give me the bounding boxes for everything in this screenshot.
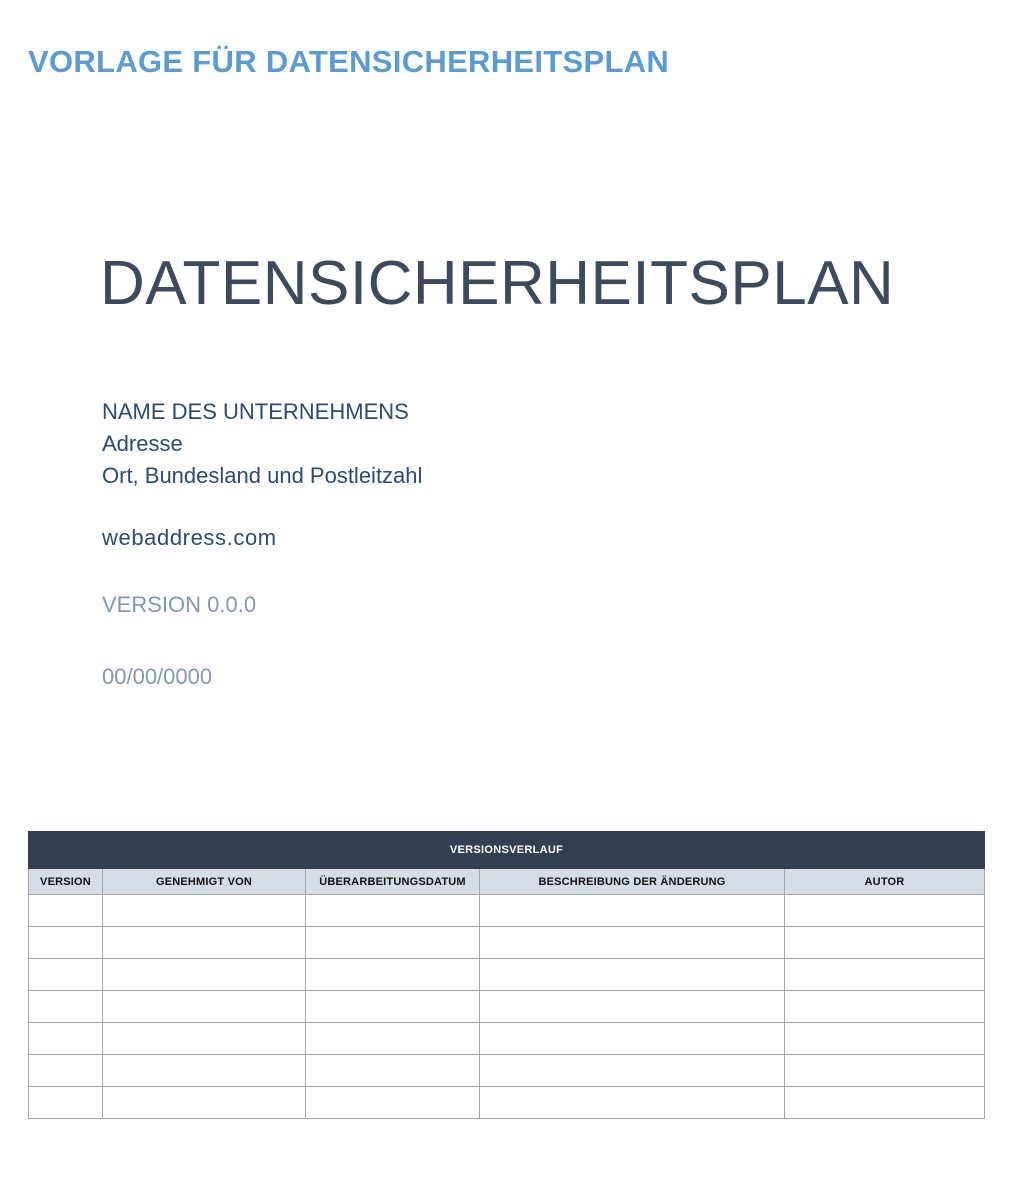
table-cell[interactable] — [29, 927, 103, 959]
table-cell[interactable] — [306, 991, 480, 1023]
table-cell[interactable] — [29, 1087, 103, 1119]
table-cell[interactable] — [103, 1055, 306, 1087]
table-cell[interactable] — [29, 1023, 103, 1055]
table-cell[interactable] — [29, 1055, 103, 1087]
table-cell[interactable] — [480, 927, 785, 959]
table-cell[interactable] — [785, 959, 985, 991]
table-cell[interactable] — [29, 991, 103, 1023]
table-cell[interactable] — [785, 1087, 985, 1119]
company-city-line: Ort, Bundesland und Postleitzahl — [102, 463, 423, 488]
column-header-author: AUTOR — [785, 869, 985, 895]
table-cell[interactable] — [103, 1023, 306, 1055]
table-cell[interactable] — [103, 895, 306, 927]
table-cell[interactable] — [480, 1023, 785, 1055]
table-body — [29, 895, 985, 1119]
table-row — [29, 1087, 985, 1119]
table-cell[interactable] — [306, 959, 480, 991]
table-cell[interactable] — [785, 1055, 985, 1087]
table-cell[interactable] — [29, 895, 103, 927]
table-row — [29, 1023, 985, 1055]
template-title: VORLAGE FÜR DATENSICHERHEITSPLAN — [28, 44, 670, 79]
table-row — [29, 927, 985, 959]
table-cell[interactable] — [480, 895, 785, 927]
column-header-change-description: BESCHREIBUNG DER ÄNDERUNG — [480, 869, 785, 895]
table-cell[interactable] — [306, 895, 480, 927]
column-header-version: VERSION — [29, 869, 103, 895]
table-cell[interactable] — [29, 959, 103, 991]
company-name: NAME DES UNTERNEHMENS — [102, 399, 409, 424]
version-label: VERSION 0.0.0 — [102, 592, 257, 617]
table-cell[interactable] — [103, 959, 306, 991]
table-cell[interactable] — [785, 1023, 985, 1055]
table-cell[interactable] — [480, 959, 785, 991]
table-cell[interactable] — [480, 1087, 785, 1119]
version-history-table — [28, 831, 985, 1119]
date-label: 00/00/0000 — [102, 664, 213, 689]
table-cell[interactable] — [306, 1023, 480, 1055]
table-cell[interactable] — [103, 927, 306, 959]
table-cell[interactable] — [785, 895, 985, 927]
table-row — [29, 895, 985, 927]
table-cell[interactable] — [103, 1087, 306, 1119]
company-address: Adresse — [102, 431, 183, 456]
table-cell[interactable] — [785, 991, 985, 1023]
table-row — [29, 959, 985, 991]
table-title: VERSIONSVERLAUF — [29, 832, 985, 869]
table-cell[interactable] — [480, 991, 785, 1023]
table-row — [29, 991, 985, 1023]
table-row — [29, 1055, 985, 1087]
table-cell[interactable] — [306, 1087, 480, 1119]
column-header-approved-by: GENEHMIGT VON — [103, 869, 306, 895]
table-cell[interactable] — [785, 927, 985, 959]
table-cell[interactable] — [480, 1055, 785, 1087]
company-info — [102, 396, 422, 492]
table-cell[interactable] — [306, 927, 480, 959]
column-header-revision-date: ÜBERARBEITUNGSDATUM — [306, 869, 480, 895]
web-address: webaddress.com — [102, 525, 277, 550]
document-title: DATENSICHERHEITSPLAN — [100, 249, 895, 318]
table-cell[interactable] — [306, 1055, 480, 1087]
table-cell[interactable] — [103, 991, 306, 1023]
